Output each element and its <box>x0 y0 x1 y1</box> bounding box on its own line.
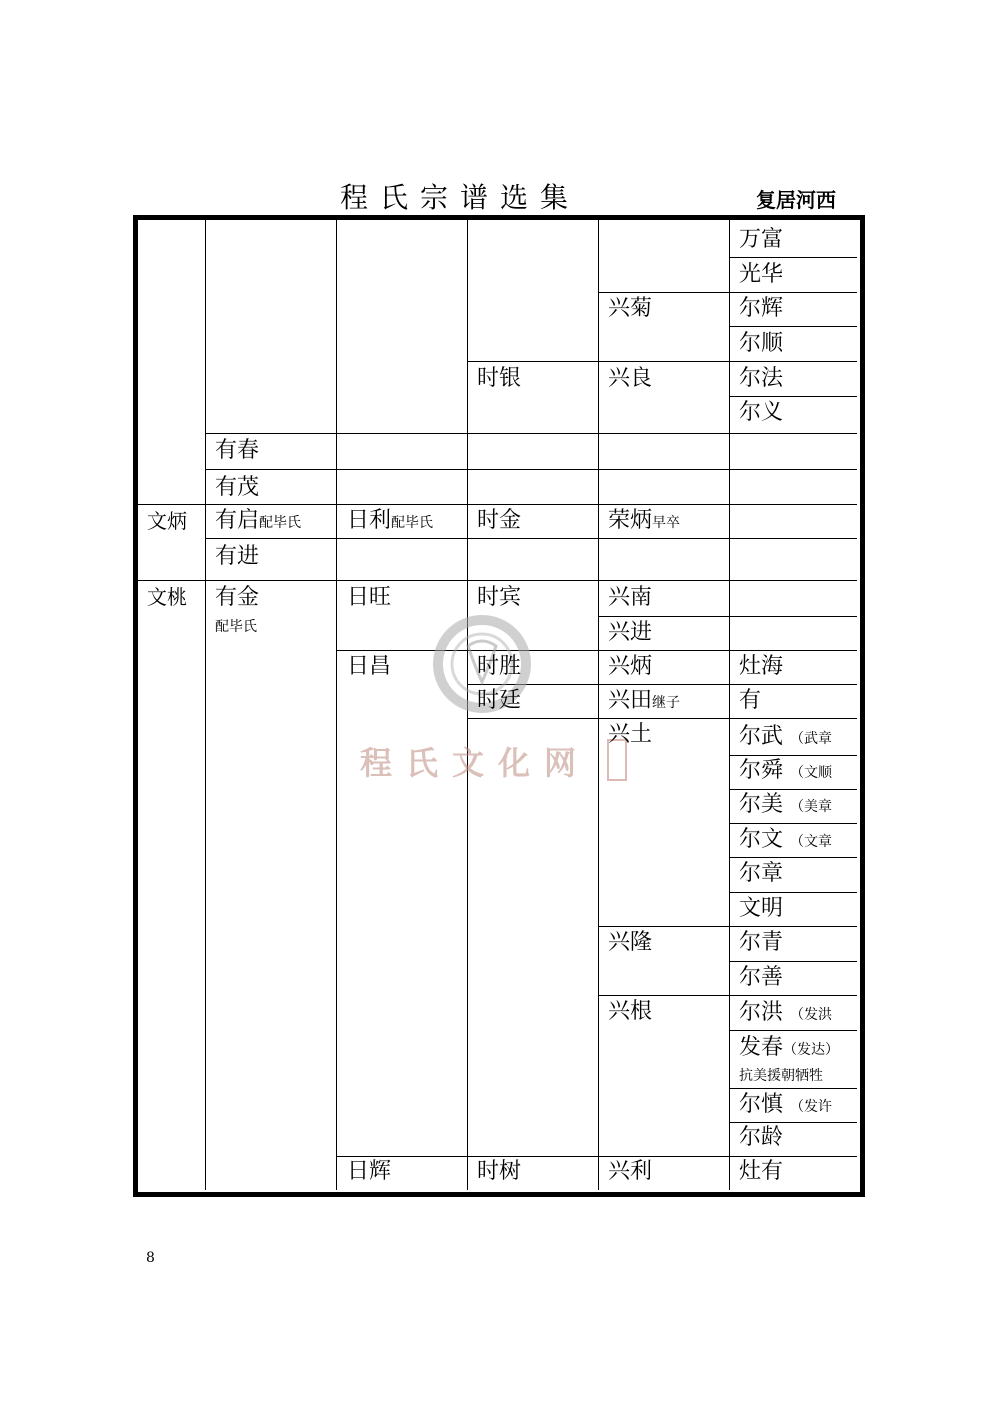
row-line <box>729 326 857 327</box>
alias-note: （文章 <box>790 834 833 850</box>
name-rili <box>347 508 433 536</box>
spouse-note: 配毕氏 <box>259 515 302 531</box>
name-rongbing <box>608 508 680 536</box>
spouse-note-youjin: 配毕氏 <box>215 619 257 635</box>
row-line <box>729 292 857 293</box>
name-shiting: 时廷 <box>477 688 522 713</box>
name-text: 兴田 <box>608 688 653 713</box>
name-ershunx <box>739 758 832 786</box>
name-text: 尔武 <box>739 724 784 749</box>
name-xingju: 兴菊 <box>608 296 653 321</box>
name-xingtian <box>608 688 680 716</box>
name-eryi: 尔义 <box>739 400 784 425</box>
name-text: 尔文 <box>739 827 784 852</box>
name-richang: 日昌 <box>347 654 392 679</box>
row-line <box>729 755 857 756</box>
row-line <box>205 538 857 539</box>
row-line <box>205 433 857 434</box>
name-erhong <box>739 1000 832 1028</box>
name-text: 发春 <box>739 1035 784 1060</box>
row-line <box>598 995 857 996</box>
col-line-3 <box>467 220 468 1190</box>
col-line-4 <box>598 220 599 1190</box>
name-youmao: 有茂 <box>215 475 260 500</box>
name-youqi <box>215 508 301 536</box>
row-line <box>138 580 857 581</box>
row-line <box>729 1030 857 1031</box>
row-line <box>729 892 857 893</box>
row-line <box>729 616 857 617</box>
row-line <box>729 823 857 824</box>
name-youjin: 有金 <box>215 585 260 610</box>
name-youjin-2: 有进 <box>215 544 260 569</box>
name-riwang: 日旺 <box>347 585 392 610</box>
name-shishu: 时树 <box>477 1159 522 1184</box>
name-xingjin: 兴进 <box>608 620 653 645</box>
name-shisheng: 时胜 <box>477 654 522 679</box>
alias-note: （发洪 <box>790 1007 833 1023</box>
row-line <box>336 650 857 651</box>
name-xingbing: 兴炳 <box>608 654 653 679</box>
col-line-2 <box>336 220 337 1190</box>
row-line <box>598 926 857 927</box>
watermark-text: 程氏文化网 <box>360 744 591 782</box>
name-you: 有 <box>739 688 762 713</box>
name-erling: 尔龄 <box>739 1125 784 1150</box>
col-line-5 <box>729 220 730 1190</box>
name-text: 尔洪 <box>739 1000 784 1025</box>
name-erqing: 尔青 <box>739 930 784 955</box>
name-zaohai: 灶海 <box>739 654 784 679</box>
name-xinglong: 兴隆 <box>608 930 653 955</box>
name-ermei <box>739 792 832 820</box>
name-xinggen: 兴根 <box>608 999 653 1024</box>
name-xingliang: 兴良 <box>608 366 653 391</box>
name-guanghua: 光华 <box>739 262 784 287</box>
col-line-1 <box>205 220 206 1190</box>
document-title: 程氏宗谱选集 <box>340 181 581 214</box>
name-xingtu: 兴土 <box>608 722 653 747</box>
name-text: 荣炳 <box>608 508 653 533</box>
name-wanfu: 万富 <box>739 227 784 252</box>
name-text: 尔慎 <box>739 1092 784 1117</box>
row-line <box>467 361 857 362</box>
name-xingnan: 兴南 <box>608 585 653 610</box>
alias-note: （发许 <box>790 1099 833 1115</box>
name-xingli: 兴利 <box>608 1159 653 1184</box>
name-text: 有启 <box>215 508 260 533</box>
alias-note: （武章 <box>790 731 833 747</box>
name-wentao: 文桃 <box>147 585 187 609</box>
name-text: 日利 <box>347 508 392 533</box>
branch-title: 复居河西 <box>756 188 836 212</box>
row-line <box>729 961 857 962</box>
row-line <box>729 1122 857 1123</box>
row-line <box>598 616 729 617</box>
row-line <box>467 684 857 685</box>
alias-note: （文顺 <box>790 765 833 781</box>
adoption-note: 继子 <box>652 695 681 711</box>
row-line <box>138 504 857 505</box>
name-text: 尔舜 <box>739 758 784 783</box>
name-erzhen <box>739 1092 832 1120</box>
row-line <box>467 718 857 719</box>
name-erwen <box>739 827 832 855</box>
row-line <box>598 292 729 293</box>
death-note: 早卒 <box>652 515 681 531</box>
row-line <box>205 469 857 470</box>
name-fachun <box>739 1035 839 1063</box>
name-ershun: 尔顺 <box>739 331 784 356</box>
row-line <box>729 396 857 397</box>
alias-note: （美章 <box>790 799 833 815</box>
name-shiyin: 时银 <box>477 366 522 391</box>
name-erfa: 尔法 <box>739 366 784 391</box>
page-number: 8 <box>146 1250 155 1266</box>
row-line <box>729 789 857 790</box>
row-line <box>729 857 857 858</box>
name-wenbing: 文炳 <box>147 509 187 533</box>
row-line <box>336 1156 857 1157</box>
name-zaoyou: 灶有 <box>739 1159 784 1184</box>
name-wenming: 文明 <box>739 896 784 921</box>
name-youchun: 有春 <box>215 438 260 463</box>
name-shibin: 时宾 <box>477 585 522 610</box>
alias-note: （发达） <box>783 1042 840 1058</box>
name-erzhang: 尔章 <box>739 861 784 886</box>
name-rihui: 日辉 <box>347 1159 392 1184</box>
row-line <box>729 257 857 258</box>
name-shijin: 时金 <box>477 508 522 533</box>
name-text: 尔美 <box>739 792 784 817</box>
name-erhui: 尔辉 <box>739 296 784 321</box>
memorial-note-fachun: 抗美援朝牺牲 <box>739 1068 823 1084</box>
name-erwu <box>739 724 832 752</box>
name-ershan: 尔善 <box>739 965 784 990</box>
spouse-note: 配毕氏 <box>391 515 434 531</box>
